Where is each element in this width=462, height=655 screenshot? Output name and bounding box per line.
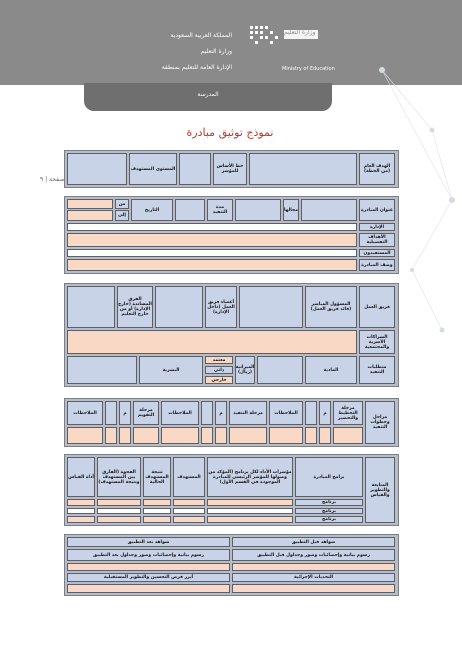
- objectives-label: الأهداف التفصيلية: [359, 233, 395, 247]
- program-1-result[interactable]: [143, 499, 171, 506]
- stages-label: مراحل وخطوات التنفيذ: [365, 401, 395, 444]
- from-label: من: [115, 199, 129, 209]
- stage-input-10[interactable]: [119, 427, 131, 444]
- date-label: التاريخ: [131, 199, 173, 221]
- eval-label: مرحلة التقويم: [133, 401, 159, 425]
- admin-label: الإدارة: [359, 223, 395, 231]
- before-stats-label: رسوم بيانية وإحصائيات وصور وجداول قبل التطبيق: [232, 549, 395, 561]
- source-row-2: ذاتي: [205, 366, 233, 374]
- section-stages: [64, 398, 399, 447]
- target-col-label: المستهدف: [173, 457, 205, 497]
- goal-label: الهدف العام (من الخطة): [359, 153, 395, 185]
- section-team: [64, 283, 399, 387]
- description-label: وصف المبادرة: [359, 259, 395, 271]
- prep-value[interactable]: [305, 401, 317, 425]
- logo-arabic: وزارة التعليم: [284, 29, 316, 36]
- team-label: فريق العمل: [359, 286, 395, 328]
- financial-value[interactable]: [257, 356, 303, 384]
- initiative-title-label: عنوان المبادرة: [359, 199, 395, 221]
- program-2-kpi[interactable]: [207, 508, 293, 514]
- target-value[interactable]: [67, 153, 127, 185]
- description-value[interactable]: [67, 259, 357, 271]
- stage-input-8[interactable]: [161, 427, 199, 444]
- program-1-target[interactable]: [173, 499, 205, 506]
- support-value[interactable]: [67, 286, 115, 328]
- logo-english: Ministry of Education: [282, 66, 335, 72]
- program-row-3: برنامج: [295, 516, 363, 523]
- section-goal: [64, 150, 399, 188]
- stage-input-9[interactable]: [133, 427, 159, 444]
- eval-num: م: [119, 401, 131, 425]
- program-3-target[interactable]: [173, 516, 205, 523]
- program-2-target[interactable]: [173, 508, 205, 514]
- before-stats-value[interactable]: [232, 563, 395, 571]
- kpi-label: مؤشرات الأداء لكل برنامج (المؤكد من وصولها للمؤشر الرئيسي للمبادرة الموجودة في القسم الأول): [207, 457, 293, 497]
- indicator-value[interactable]: [179, 153, 211, 185]
- to-value[interactable]: [67, 210, 113, 221]
- program-1-gap[interactable]: [97, 499, 141, 506]
- impl-label: مرحلة التنفيذ: [229, 401, 267, 425]
- challenges-value[interactable]: [232, 584, 395, 593]
- impl-num: م: [215, 401, 227, 425]
- members-value[interactable]: [155, 286, 203, 328]
- gap-label: الفجوة (الفارق بين المستهدف ونتيجة المستهدف): [97, 457, 141, 497]
- opportunities-label: أبرز فرص التحسين والتطوير المستقبلية: [67, 573, 230, 582]
- impl-value[interactable]: [201, 401, 213, 425]
- admin-value[interactable]: [67, 223, 357, 231]
- page-title: نموذج توثيق مبادرة: [186, 126, 274, 139]
- source-row-1: معتمد: [205, 356, 233, 364]
- program-row-1: برنامج: [295, 499, 363, 506]
- from-value[interactable]: [67, 199, 113, 209]
- program-3-gap[interactable]: [97, 516, 141, 523]
- stage-input-12[interactable]: [67, 427, 103, 444]
- stage-input-3[interactable]: [305, 427, 317, 444]
- indicator-label: خط الأساس للمؤشر: [213, 153, 247, 185]
- program-2-gap[interactable]: [97, 508, 141, 514]
- support-label: الفرق المساندة (خارج الإدارة) أو من خارج التعليم: [117, 286, 153, 328]
- challenges-label: التحديات الإجرائية: [232, 573, 395, 582]
- program-3-kpi[interactable]: [207, 516, 293, 523]
- tool-label: أداة القياس: [67, 457, 95, 497]
- program-3-result[interactable]: [143, 516, 171, 523]
- program-1-tool[interactable]: [67, 499, 95, 506]
- beneficiaries-value[interactable]: [67, 249, 357, 257]
- program-row-2: برنامج: [295, 508, 363, 514]
- stage-input-11[interactable]: [105, 427, 117, 444]
- section-evidence: [64, 534, 399, 596]
- program-2-tool[interactable]: [67, 508, 95, 514]
- objectives-value[interactable]: [67, 233, 357, 247]
- beneficiaries-label: المستفيدون: [359, 249, 395, 257]
- goal-value[interactable]: [249, 153, 357, 185]
- after-label: شواهد بعد التطبيق: [67, 537, 230, 547]
- prep-label: مرحلة التخطيط والتحضير: [333, 401, 363, 425]
- initiative-title-value[interactable]: [301, 199, 357, 221]
- eval-value[interactable]: [105, 401, 117, 425]
- stage-input-6[interactable]: [215, 427, 227, 444]
- prep-num: م: [319, 401, 331, 425]
- human-label: البشرية: [139, 356, 203, 384]
- after-stats-label: رسوم بيانية وإحصائيات وصور وجداول بعد التطبيق: [67, 549, 230, 561]
- stage-input-4[interactable]: [269, 427, 303, 444]
- section-follow: [64, 454, 399, 526]
- school-tab: المدرسة: [84, 83, 332, 111]
- target-label: المستوى المستهدف: [129, 153, 177, 185]
- duration-label: مدة التنفيذ: [207, 199, 233, 221]
- stage-input-1[interactable]: [333, 427, 363, 444]
- eval-notes: الملاحظات: [67, 401, 103, 425]
- partnerships-label: الشراكات الأسرية والمجتمعية: [359, 330, 395, 354]
- stage-input-5[interactable]: [229, 427, 267, 444]
- program-3-tool[interactable]: [67, 516, 95, 523]
- field-value[interactable]: [235, 199, 281, 221]
- prep-notes: الملاحظات: [269, 401, 303, 425]
- section-initiative: [64, 196, 399, 274]
- after-stats-value[interactable]: [67, 563, 230, 571]
- impl-notes: الملاحظات: [161, 401, 199, 425]
- program-label: برامج المبادرة: [295, 457, 363, 497]
- program-1-kpi[interactable]: [207, 499, 293, 506]
- duration-value[interactable]: [175, 199, 205, 221]
- opportunities-value[interactable]: [67, 584, 230, 593]
- partnerships-value[interactable]: [67, 330, 357, 354]
- page-number: صفحة | ٩: [40, 176, 65, 183]
- follow-label: المتابعة والتطوير والقياس: [365, 457, 395, 523]
- before-label: شواهد قبل التطبيق: [232, 537, 395, 547]
- leader-value[interactable]: [239, 286, 303, 328]
- human-value[interactable]: [67, 356, 137, 384]
- members-label: أعضاء فريق العمل (داخل الإدارة): [205, 286, 237, 328]
- program-2-result[interactable]: [143, 508, 171, 514]
- source-row-3: خارجي: [205, 376, 233, 384]
- stage-input-2[interactable]: [319, 427, 331, 444]
- financial-label: المادية: [305, 356, 357, 384]
- budget-label: الميزانية (ريال): [235, 356, 255, 384]
- stage-input-7[interactable]: [201, 427, 213, 444]
- ministry-label: وزارة التعليم: [200, 48, 232, 55]
- requirements-label: متطلبات التنفيذ: [359, 356, 395, 384]
- field-label: مجالها: [283, 199, 299, 221]
- to-label: إلى: [115, 210, 129, 221]
- kingdom-label: المملكة العربية السعودية: [170, 32, 232, 39]
- directorate-label: الإدارة العامة للتعليم بمنطقة: [161, 64, 232, 71]
- result-label: نتيجة المستهدف الحالية: [143, 457, 171, 497]
- leader-label: المسؤول المباشر (قائد فريق العمل): [305, 286, 357, 328]
